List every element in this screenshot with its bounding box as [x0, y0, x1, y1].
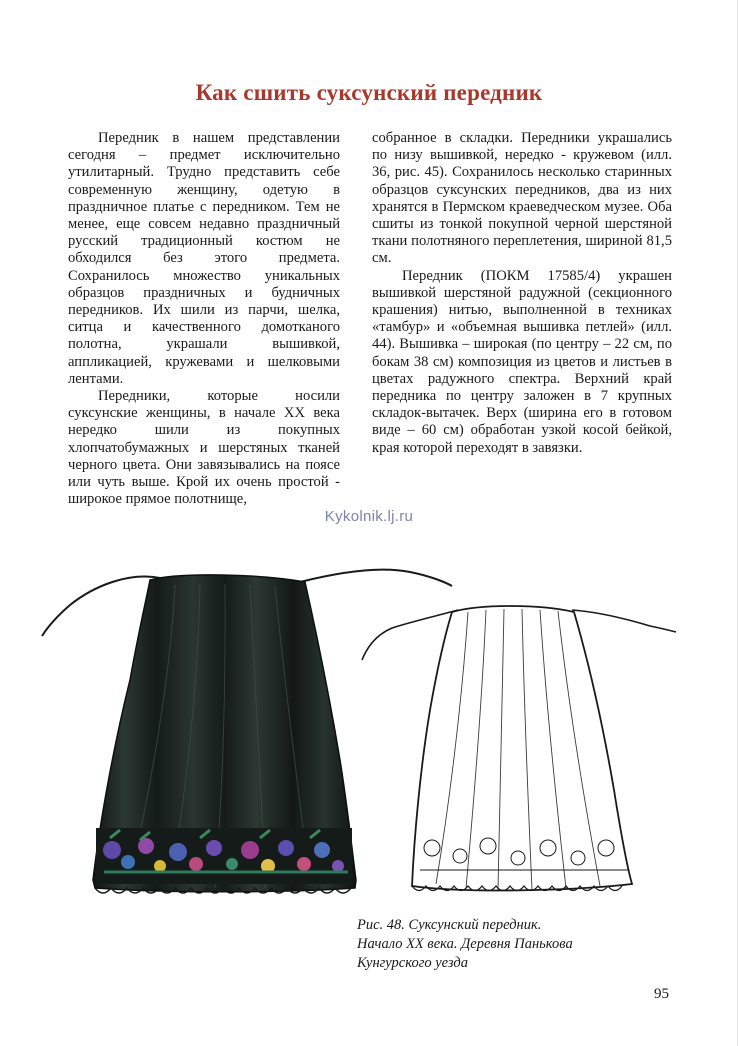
dark-apron-drawing [42, 570, 452, 893]
watermark: Kykolnik.lj.ru [324, 508, 414, 525]
caption-line: Кунгурского уезда [357, 955, 468, 971]
page-number: 95 [654, 986, 669, 1002]
figure-caption [357, 916, 677, 973]
paragraph: Передник (ПОКМ 17585/4) украшен вышивкой шерстяной радужной (секционного крашения) нитью, выполненной в техниках «тамбур» и «объемная вышивка петлей» (илл. 44). Вышивка – широкая (по центру – 22 см, по бокам 38 см) композиция из цветов и листьев в цветах радужного спектра. Верхний край передника по центру заложен в 7 крупных складок-вытачек. Верх (ширина его в готовом виде – 60 см) обработан узкой косой бейкой, края которой переходят в завязки. [372, 267, 672, 456]
paragraph: Передник в нашем представлении сегодня – предмет исключительно утилитарный. Трудно представить себе современную женщину, одетую в праздничное платье с передником. Тем не менее, еще совсем недавно праздничный русский традиционный костюм не обходился без этого предмета. Сохранилось множество уникальных образцов праздничных и будничных передников. Их шили из парчи, шелка, ситца и качественного домотканого полотна, украшали вышивкой, аппликацией, кружевами и шелковыми лентами. [68, 130, 340, 387]
paragraph: Передники, которые носили суксунские женщины, в начале XX века нередко шили из покупных хлопчатобумажных и шерстяных тканей черного цвета. Они завязывались на поясе или чуть выше. Крой их очень простой - широкое прямое полотнище, [68, 388, 340, 508]
paragraph: собранное в складки. Передники украшались по низу вышивкой, нередко - кружевом (илл. 36, рис. 45). Сохранилось несколько старинных образцов суксунских передников, два из них хранятся в Пермском краеведческом музее. Оба сшиты из тонкой покупной черной шерстяной ткани полотняного переплетения, шириной 81,5 см. [372, 130, 672, 267]
caption-line: Начало XX века. Деревня Панькова [357, 936, 573, 952]
outline-apron-drawing [362, 606, 676, 891]
caption-line: Рис. 48. Суксунский передник. [357, 917, 542, 933]
page-title: Как сшить суксунский передник [195, 80, 543, 105]
